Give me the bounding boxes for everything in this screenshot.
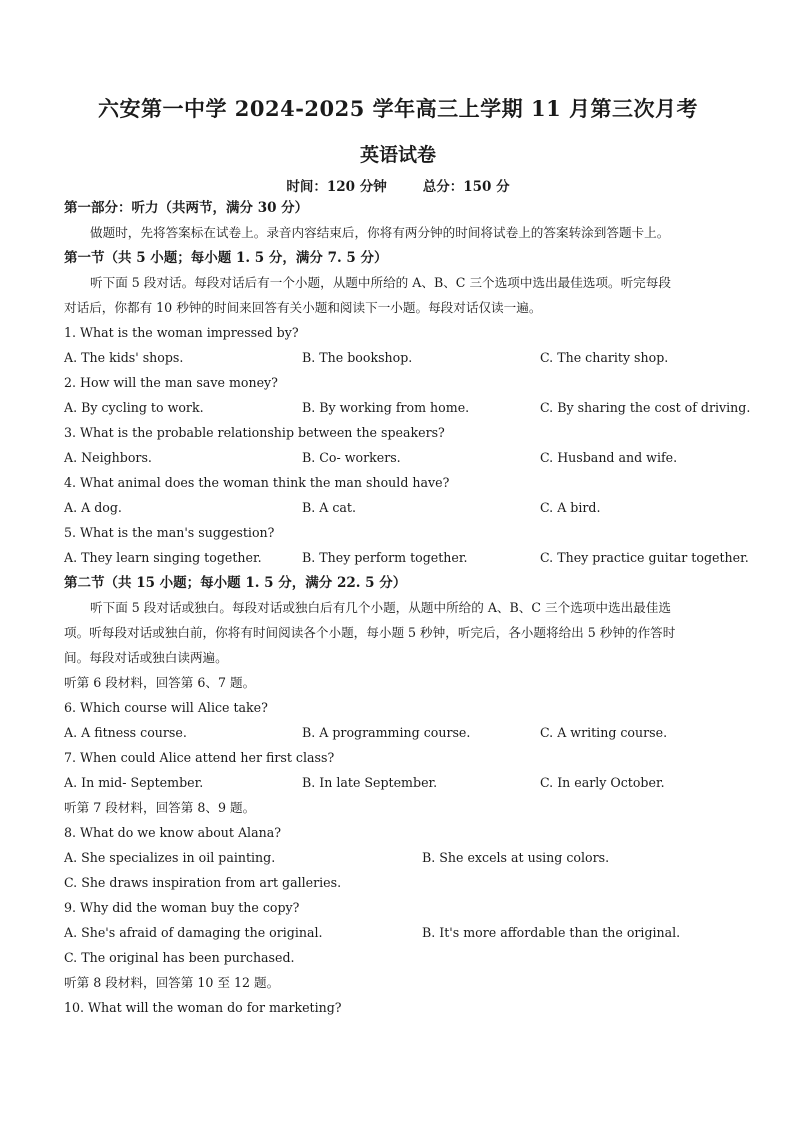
question-5: 5. What is the man's suggestion? (64, 525, 275, 540)
page-title: 六安第一中学 2024-2025 学年高三上学期 11 月第三次月考 (97, 96, 699, 121)
option-a: A. In mid- September. (64, 775, 204, 790)
option-b: B. By working from home. (302, 400, 470, 415)
material-7-note: 听第 7 段材料，回答第 8、9 题。 (64, 800, 256, 815)
question-4: 4. What animal does the woman think the man should have? (64, 475, 450, 490)
section2-instruction-cont: 项。听每段对话或独白前，你将有时间阅读各个小题，每小题 5 秒钟，听完后，各小题将给出 5 秒钟的作答时 (64, 625, 676, 640)
option-a: A. Neighbors. (64, 450, 152, 465)
option-c: C. The charity shop. (540, 350, 669, 365)
option-c: C. They practice guitar together. (540, 550, 749, 565)
section1-instruction-cont: 对话后，你都有 10 秒钟的时间来回答有关小题和阅读下一小题。每段对话仅读一遍。 (64, 300, 542, 315)
option-b: B. They perform together. (302, 550, 468, 565)
option-c: C. In early October. (540, 775, 665, 790)
page-subtitle: 英语试卷 (359, 144, 436, 166)
question-8-option-c: C. She draws inspiration from art galleries. (64, 875, 342, 890)
question-10: 10. What will the woman do for marketing? (64, 1000, 342, 1015)
option-a: A. She specializes in oil painting. (64, 850, 276, 865)
section2-instruction: 听下面 5 段对话或独白。每段对话或独白后有几个小题，从题中所给的 A、B、C 三个选项中选出最佳选 (90, 600, 671, 615)
exam-meta (64, 175, 732, 195)
option-c: C. A writing course. (540, 725, 668, 740)
part1-instruction: 做题时，先将答案标在试卷上。录音内容结束后，你将有两分钟的时间将试卷上的答案转涂到答题卡上。 (90, 225, 670, 240)
option-a: A. A dog. (64, 500, 122, 515)
option-a: A. The kids' shops. (64, 350, 184, 365)
question-8: 8. What do we know about Alana? (64, 825, 281, 840)
option-c: C. By sharing the cost of driving. (540, 400, 751, 415)
option-a: A. By cycling to work. (64, 400, 204, 415)
option-b: B. It's more affordable than the original. (422, 925, 681, 940)
option-c: C. Husband and wife. (540, 450, 678, 465)
question-1: 1. What is the woman impressed by? (64, 325, 299, 340)
material-8-note: 听第 8 段材料，回答第 10 至 12 题。 (64, 975, 280, 990)
option-b: B. In late September. (302, 775, 438, 790)
part1-heading: 第一部分：听力（共两节，满分 30 分） (64, 200, 309, 216)
option-c: C. A bird. (540, 500, 601, 515)
section2-instruction-end: 间。每段对话或独白读两遍。 (64, 650, 228, 665)
question-3: 3. What is the probable relationship between the speakers? (64, 425, 445, 440)
question-7: 7. When could Alice attend her first class? (64, 750, 335, 765)
option-b: B. A programming course. (302, 725, 471, 740)
question-9: 9. Why did the woman buy the copy? (64, 900, 300, 915)
question-6: 6. Which course will Alice take? (64, 700, 268, 715)
option-b: B. Co- workers. (302, 450, 401, 465)
option-a: A. She's afraid of damaging the original. (64, 925, 323, 940)
option-a: A. A fitness course. (64, 725, 187, 740)
exam-time: 时间：120 分钟 (286, 179, 387, 195)
section2-heading: 第二节（共 15 小题；每小题 1. 5 分，满分 22. 5 分） (64, 575, 407, 591)
option-b: B. She excels at using colors. (422, 850, 610, 865)
section1-heading: 第一节（共 5 小题；每小题 1. 5 分，满分 7. 5 分） (64, 250, 388, 266)
option-b: B. A cat. (302, 500, 356, 515)
material-6-note: 听第 6 段材料，回答第 6、7 题。 (64, 675, 256, 690)
option-a: A. They learn singing together. (64, 550, 262, 565)
option-b: B. The bookshop. (302, 350, 413, 365)
question-9-option-c: C. The original has been purchased. (64, 950, 295, 965)
section1-instruction: 听下面 5 段对话。每段对话后有一个小题，从题中所给的 A、B、C 三个选项中选出最佳选项。听完每段 (90, 275, 671, 290)
question-2: 2. How will the man save money? (64, 375, 278, 390)
exam-score: 总分：150 分 (422, 179, 510, 195)
